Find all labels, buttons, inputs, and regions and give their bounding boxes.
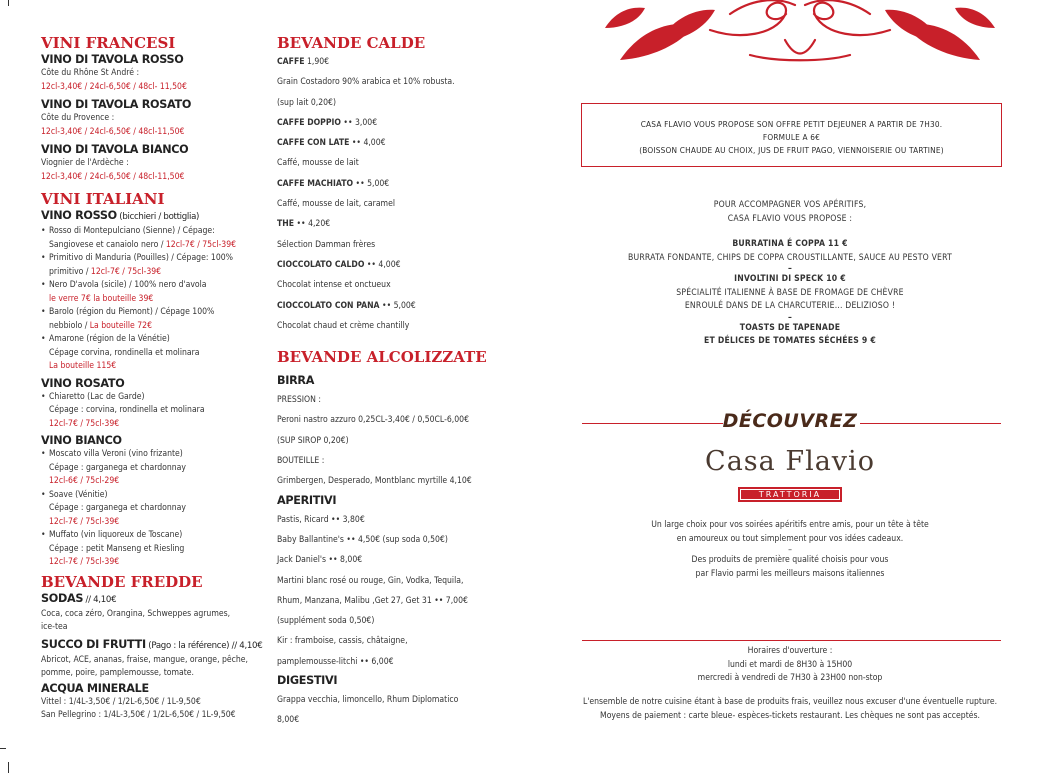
- hours-line: lundi et mardi de 8H30 à 15H00: [727, 659, 853, 670]
- wine-desc: Cépage corvina, rondinella et molinara: [49, 347, 200, 358]
- wine-prices: 12cl-7€ / 75cl-39€: [49, 418, 120, 429]
- drink-desc: Kir : framboise, cassis, châtaigne,: [277, 636, 408, 647]
- drink-desc: Caffé, mousse de lait, caramel: [277, 199, 396, 210]
- section-title-vini-francesi: VINI FRANCESI: [41, 34, 176, 52]
- wine-prices: le verre 7€ la bouteille 39€: [49, 293, 154, 304]
- wine-desc: Chiaretto (Lac de Garde): [49, 391, 145, 402]
- wine-desc: Moscato villa Veroni (vino frizante): [49, 449, 183, 459]
- drink-acqua: ACQUA MINERALE: [41, 681, 149, 695]
- drink-category-digestivi: DIGESTIVI: [277, 674, 338, 688]
- drink-desc: Pastis, Ricard •• 3,80€: [277, 514, 365, 525]
- drink-name: SUCCO DI FRUTTI: [41, 637, 146, 651]
- drink-desc: Sélection Damman frères: [277, 239, 376, 250]
- column-wines: [41, 34, 273, 723]
- wine-prices: 12cl-7€ / 75cl-39€: [49, 516, 120, 527]
- list-item: [41, 529, 273, 570]
- divider-right: [860, 423, 1001, 424]
- drink-desc: (SUP SIROP 0,20€): [277, 435, 349, 446]
- drink-price: // 4,10€: [83, 594, 117, 605]
- drink-desc: Jack Daniel's •• 8,00€: [277, 555, 363, 566]
- wine-name: VINO DI TAVOLA BIANCO: [41, 143, 189, 156]
- wine-item: [41, 142, 273, 184]
- drink-desc: Rhum, Manzana, Malibu ,Get 27, Get 31 •• 7,00€: [277, 595, 468, 606]
- wine-desc: Barolo (région du Piemont) / Cépage 100%: [49, 307, 215, 317]
- drink-desc: 8,00€: [277, 715, 300, 726]
- section-title-bevande-calde: BEVANDE CALDE: [277, 34, 426, 52]
- separator-dash: –: [787, 312, 793, 323]
- description-line: en amoureux ou tout simplement pour vos idées cadeaux.: [676, 533, 904, 544]
- wine-desc: Cépage : garganega et chardonnay: [49, 503, 186, 513]
- wine-name: VINO DI TAVOLA ROSSO: [41, 53, 184, 66]
- drink-name: CIOCCOLATO CON PANA: [277, 300, 380, 311]
- separator-dash: –: [788, 545, 792, 555]
- drink-desc: ice-tea: [41, 622, 68, 632]
- aperitif-item-desc: SPÉCIALITÉ ITALIENNE À BASE DE FROMAGE DE CHÈVRE: [676, 287, 904, 298]
- list-item: [41, 333, 273, 374]
- column-drinks: [277, 34, 507, 731]
- drink-name: CAFFE CON LATE: [277, 138, 350, 149]
- drink-desc: Peroni nastro azzuro 0,25CL-3,40€ / 0,50CL-6,00€: [277, 415, 470, 426]
- drink-desc: Vittel : 1/4L-3,50€ / 1/2L-6,50€ / 1L-9,50€: [41, 696, 201, 707]
- wine-origin: Côte du Rhône St André :: [41, 68, 140, 78]
- wine-prices: 12cl-7€ / 75cl-39€: [165, 239, 237, 250]
- list-item: [41, 225, 273, 252]
- crop-mark-bottom-left: [8, 762, 9, 773]
- wine-prices: 12cl-3,40€ / 24cl-6,50€ / 48cl- 11,50€: [41, 81, 187, 92]
- wine-prices: 12cl-3,40€ / 24cl-6,50€ / 48cl-11,50€: [41, 171, 185, 182]
- drink-desc: San Pellegrino : 1/4L-3,50€ / 1/2L-6,50€ / 1L-9,50€: [41, 710, 236, 720]
- crop-mark-top-left: [8, 0, 9, 6]
- description-section: [540, 519, 1037, 581]
- list-item: [41, 391, 273, 432]
- wine-category-rosato: VINO ROSATO: [41, 376, 125, 390]
- aperitif-item-title: TOASTS DE TAPENADE: [739, 322, 841, 333]
- crop-mark-bottom-left-h: [0, 748, 6, 749]
- aperitif-intro: CASA FLAVIO VOUS PROPOSE :: [727, 213, 853, 224]
- description-line: par Flavio parmi les meilleurs maisons italiennes: [695, 568, 885, 579]
- wine-prices: 12cl-7€ / 75cl-39€: [90, 266, 162, 277]
- drink-desc: PRESSION :: [277, 395, 321, 406]
- drink-desc: pomme, poire, pamplemousse, tomate.: [41, 668, 194, 678]
- drink-price: •• 5,00€: [353, 178, 390, 189]
- drink-name: SODAS: [41, 591, 84, 605]
- drink-price: •• 4,00€: [364, 259, 401, 270]
- floral-ornament-icon: [600, 0, 1000, 70]
- wine-desc: Muffato (vin liquoreux de Toscane): [49, 530, 183, 540]
- wine-origin: Viognier de l'Ardèche :: [41, 158, 129, 168]
- drink-price: 1,90€: [304, 57, 330, 67]
- wine-desc: Cépage : petit Manseng et Riesling: [49, 543, 185, 554]
- divider-hours: [582, 640, 1001, 641]
- list-item: [41, 448, 273, 489]
- offer-line: (BOISSON CHAUDE AU CHOIX, JUS DE FRUIT PAGO, VIENNOISERIE OU TARTINE): [639, 145, 944, 155]
- wine-prices: La bouteille 72€: [89, 320, 152, 331]
- aperitif-item-desc: ENROULÉ DANS DE LA CHARCUTERIE... DELIZIOSO !: [684, 301, 896, 311]
- drink-name: THE: [277, 219, 295, 230]
- drink-sodas: [41, 591, 273, 608]
- drink-price: (Pago : la référence) // 4,10€: [145, 640, 263, 651]
- drink-succo: [41, 637, 273, 654]
- list-item: [41, 252, 273, 279]
- aperitif-item-title: BURRATINA É COPPA 11 €: [732, 239, 848, 249]
- aperitif-section: [540, 199, 1037, 349]
- drink-desc: BOUTEILLE :: [277, 456, 325, 467]
- separator-dash: –: [787, 264, 793, 274]
- wine-prices: La bouteille 115€: [49, 361, 117, 371]
- wine-prices: 12cl-7€ / 75cl-39€: [49, 557, 120, 567]
- list-item: [41, 279, 273, 306]
- wine-desc: primitivo /: [49, 266, 91, 277]
- drink-category-birra: BIRRA: [277, 374, 315, 388]
- aperitif-item-title: ET DÉLICES DE TOMATES SÉCHÉES 9 €: [704, 336, 876, 346]
- drink-desc: Grappa vecchia, limoncello, Rhum Diplomatico: [277, 695, 459, 706]
- footer-line: L'ensemble de notre cuisine étant à base de produits frais, veuillez nous excuser d'une éventuelle rupture.: [582, 697, 998, 707]
- breakfast-offer-box: [581, 103, 1002, 167]
- wine-category-rosso: [41, 208, 273, 225]
- wine-desc: Cépage : corvina, rondinella et molinara: [49, 405, 205, 415]
- footer-line: Moyens de paiement : carte bleue- espèces-tickets restaurant. Les chèques ne sont pas acceptés.: [600, 710, 980, 721]
- wine-item: [41, 52, 273, 94]
- drink-desc: Abricot, ACE, ananas, fraise, mangue, orange, pêche,: [41, 654, 249, 665]
- category-sub: (bicchieri / bottiglia): [116, 212, 200, 222]
- drink-desc: Caffé, mousse de lait: [277, 158, 359, 169]
- brand-tagline: TRATTORIA: [740, 489, 840, 500]
- hours-line: mercredi à vendredi de 7H30 à 23H00 non-stop: [697, 673, 883, 683]
- drink-name: CAFFE MACHIATO: [277, 178, 354, 189]
- drink-desc: Grimbergen, Desperado, Montblanc myrtille 4,10€: [277, 476, 472, 487]
- drink-category-aperitivi: APERITIVI: [277, 493, 337, 507]
- list-item: [41, 489, 273, 530]
- section-title-bevande-alcolizzate: BEVANDE ALCOLIZZATE: [277, 348, 487, 367]
- brand-tagline-badge: [738, 487, 842, 502]
- brand-logo: Casa Flavio: [705, 446, 875, 477]
- drink-desc: Martini blanc rosé ou rouge, Gin, Vodka, Tequila,: [277, 575, 464, 586]
- wine-desc: Sangiovese et canaiolo nero /: [49, 239, 166, 250]
- section-title-vini-italiani: VINI ITALIANI: [41, 190, 165, 208]
- opening-hours: [540, 645, 1037, 686]
- wine-category-bianco: VINO BIANCO: [41, 434, 122, 447]
- wine-desc: Cépage : garganega et chardonnay: [49, 462, 186, 473]
- aperitif-intro: POUR ACCOMPAGNER VOS APÉRITIFS,: [713, 200, 867, 210]
- discover-heading: DÉCOUVREZ: [722, 410, 858, 432]
- wine-desc: Primitivo di Manduria (Pouilles) / Cépage: 100%: [49, 253, 234, 263]
- drink-price: •• 4,00€: [349, 138, 386, 149]
- footer-notes: [530, 696, 1037, 723]
- drink-price: •• 5,00€: [379, 300, 416, 311]
- drink-desc: Grain Costadoro 90% arabica et 10% robusta.: [277, 77, 455, 88]
- wine-name: VINO DI TAVOLA ROSATO: [41, 98, 192, 111]
- divider-left: [582, 423, 723, 424]
- description-line: Des produits de première qualité choisis pour vous: [691, 555, 889, 565]
- drink-desc: pamplemousse-litchi •• 6,00€: [277, 656, 394, 667]
- offer-line: FORMULE A 6€: [762, 132, 821, 142]
- wine-origin: Côte du Provence :: [41, 113, 115, 123]
- drink-desc: Chocolat intense et onctueux: [277, 280, 391, 291]
- wine-desc: Rosso di Montepulciano (Sienne) / Cépage:: [49, 226, 215, 236]
- offer-line: CASA FLAVIO VOUS PROPOSE SON OFFRE PETIT DEJEUNER A PARTIR DE 7H30.: [640, 119, 943, 129]
- wine-prices: 12cl-6€ / 75cl-29€: [49, 476, 120, 486]
- wine-desc: Nero D'avola (sicile) / 100% nero d'avola: [49, 280, 207, 290]
- drink-desc: Chocolat chaud et crème chantilly: [277, 320, 410, 331]
- list-item: [41, 306, 273, 333]
- description-line: Un large choix pour vos soirées apéritifs entre amis, pour un tête à tête: [651, 520, 929, 530]
- drink-desc: Baby Ballantine's •• 4,50€ (sup soda 0,50€): [277, 534, 448, 545]
- drink-name: CIOCCOLATO CALDO: [277, 259, 365, 270]
- wine-desc: Soave (Vénitie): [49, 489, 108, 500]
- drink-price: •• 3,00€: [340, 117, 378, 128]
- drink-desc: (sup lait 0,20€): [277, 97, 336, 108]
- drink-name: CAFFE DOPPIO: [277, 117, 341, 128]
- hours-title: Horaires d'ouverture :: [747, 646, 833, 656]
- drink-desc: Coca, coca zéro, Orangina, Schweppes agrumes,: [41, 608, 231, 619]
- wine-item: [41, 97, 273, 139]
- wine-prices: 12cl-3,40€ / 24cl-6,50€ / 48cl-11,50€: [41, 126, 185, 137]
- drink-price: •• 4,20€: [294, 219, 331, 230]
- category-name: VINO ROSSO: [41, 209, 117, 222]
- wine-desc: Amarone (région de la Vénétie): [49, 334, 170, 344]
- drink-name: CAFFE: [277, 57, 305, 67]
- section-title-bevande-fredde: BEVANDE FREDDE: [41, 572, 203, 591]
- wine-desc: nebbiolo /: [49, 320, 90, 331]
- aperitif-item-title: INVOLTINI DI SPECK 10 €: [734, 274, 846, 284]
- drink-desc: (supplément soda 0,50€): [277, 616, 375, 627]
- aperitif-item-desc: BURRATA FONDANTE, CHIPS DE COPPA CROUSTILLANTE, SAUCE AU PESTO VERT: [627, 252, 953, 263]
